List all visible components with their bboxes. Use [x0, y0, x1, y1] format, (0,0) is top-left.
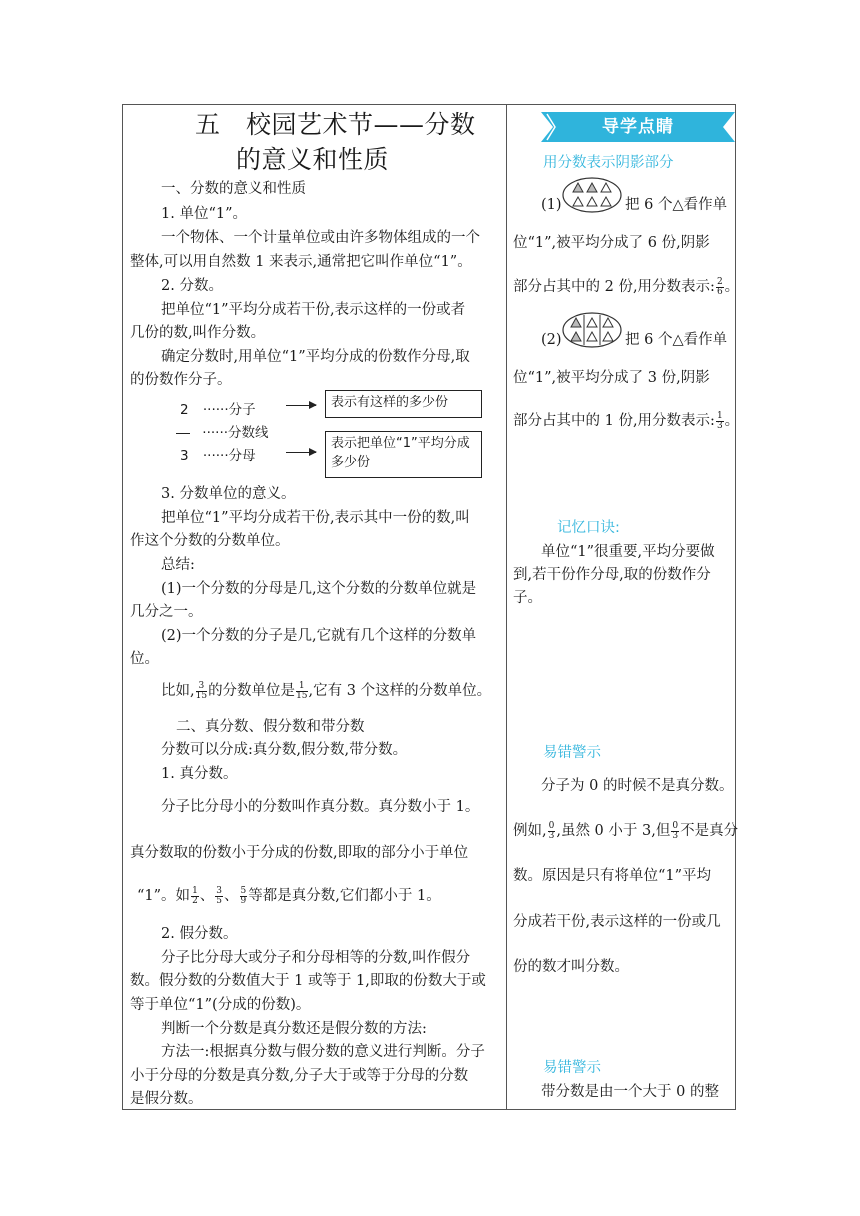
- diagram-denominator: [180, 444, 256, 464]
- diagram-fraction-bar: [176, 421, 269, 441]
- paragraph: 整体,可以用自然数 1 来表示,通常把它叫作单位“1”。: [130, 254, 472, 270]
- note-heading: 记忆口诀:: [557, 520, 620, 536]
- paragraph: 把单位“1”平均分成若干份,表示其中一份的数,叫: [161, 510, 470, 526]
- fraction: [716, 278, 724, 297]
- paragraph: 判断一个分数是真分数还是假分数的方法:: [161, 1021, 427, 1037]
- paragraph: 把单位“1”平均分成若干份,表示这样的一份或者: [161, 302, 466, 318]
- item-improper-fraction: 2. 假分数。: [161, 926, 238, 942]
- warning-heading: 易错警示: [543, 1060, 601, 1076]
- fraction: [296, 682, 307, 701]
- diagram-numerator-label: ······分子: [202, 402, 256, 418]
- paragraph: 子。: [513, 590, 542, 606]
- diagram-numerator: [180, 398, 256, 418]
- text: 比如,: [161, 683, 195, 699]
- paragraph: 是假分数。: [130, 1091, 203, 1107]
- paragraph: (2)一个分数的分子是几,它就有几个这样的分数单: [161, 628, 477, 644]
- paragraph: (1)一个分数的分母是几,这个分数的分数单位就是: [161, 581, 477, 597]
- fraction-numerator: 1: [716, 410, 723, 421]
- diagram-numerator-digit: 2: [180, 402, 189, 418]
- triangle-group-icon: [562, 176, 622, 214]
- paragraph: 数。原因是只有将单位“1”平均: [513, 868, 712, 884]
- fraction-denominator: 9: [240, 895, 247, 906]
- text: 。: [724, 413, 740, 429]
- paragraph: 分数可以分成:真分数,假分数,带分数。: [161, 742, 408, 758]
- paragraph: 作这个分数的分数单位。: [130, 533, 290, 549]
- fraction: [716, 412, 724, 431]
- banner-title: 导学点睛: [602, 117, 674, 137]
- answer-line: [513, 411, 739, 431]
- fraction-denominator: 3: [548, 830, 555, 841]
- diagram-box-numerator: 表示有这样的多少份: [325, 390, 482, 418]
- arrow-icon: [286, 405, 316, 406]
- fraction: [191, 887, 199, 906]
- text: 例如,: [513, 823, 547, 839]
- example-1-label: (1): [541, 197, 562, 213]
- fraction-numerator: 5: [240, 885, 247, 896]
- fraction-denominator: 15: [195, 690, 208, 701]
- fraction-numerator: 1: [296, 682, 307, 692]
- fraction-denominator: 2: [192, 895, 198, 906]
- note-heading: 用分数表示阴影部分: [543, 155, 674, 171]
- text: ,它有 3 个这样的分数单位。: [308, 683, 492, 699]
- paragraph: 位。: [130, 651, 159, 667]
- fraction-numerator: 0: [672, 820, 679, 831]
- paragraph: 到,若干份作分母,取的份数作分: [513, 567, 711, 583]
- separator: 、: [224, 888, 239, 904]
- paragraph: 单位“1”很重要,平均分要做: [541, 544, 715, 560]
- text: ,虽然 0 小于 3,但: [556, 823, 671, 839]
- column-divider: [506, 104, 507, 1110]
- paragraph: 方法一:根据真分数与假分数的意义进行判断。分子: [161, 1044, 485, 1060]
- fraction: [671, 822, 679, 841]
- paragraph: 分子比分母小的分数叫作真分数。真分数小于 1。: [161, 799, 480, 815]
- paragraph: 几分之一。: [130, 604, 203, 620]
- paragraph: 数。假分数的分数值大于 1 或等于 1,即取的份数大于或: [130, 973, 486, 989]
- fraction-numerator: 2: [716, 276, 723, 287]
- fraction-numerator: 1: [192, 885, 198, 896]
- fraction-denominator: 15: [296, 690, 308, 701]
- fraction-numerator: 0: [548, 820, 555, 831]
- paragraph: 分子比分母大或分子和分母相等的分数,叫作假分: [161, 950, 471, 966]
- fraction-denominator: 6: [716, 286, 723, 297]
- fraction-numerator: 3: [216, 885, 223, 896]
- triangle-group-icon: [562, 311, 622, 349]
- fraction-bar-mark: [176, 433, 190, 434]
- diagram-fraction-bar-label: ······分数线: [202, 425, 269, 441]
- paragraph: 份的数才叫分数。: [513, 959, 629, 975]
- paragraph: 位“1”,被平均分成了 6 份,阴影: [513, 235, 710, 251]
- fraction-denominator: 3: [672, 830, 679, 841]
- fraction-denominator: 5: [216, 895, 223, 906]
- fraction: [215, 887, 223, 906]
- paragraph: 等于单位“1”(分成的份数)。: [130, 997, 311, 1013]
- text: “1”。如: [137, 888, 191, 904]
- paragraph: 位“1”,被平均分成了 3 份,阴影: [513, 370, 710, 386]
- example-line: [161, 681, 491, 701]
- answer-line: [513, 277, 739, 297]
- text: 不是真分: [680, 823, 739, 839]
- diagram-denominator-label: ······分母: [202, 448, 256, 464]
- paragraph: 确定分数时,用单位“1”平均分成的份数作分母,取: [161, 349, 470, 365]
- text: 部分占其中的 1 份,用分数表示:: [513, 413, 715, 429]
- paragraph: 带分数是由一个大于 0 的整: [541, 1084, 719, 1100]
- fraction: [240, 887, 248, 906]
- example-line: [137, 886, 441, 906]
- paragraph: 几份的数,叫作分数。: [130, 325, 266, 341]
- fraction: [196, 682, 207, 701]
- example-2-label: (2): [541, 332, 562, 348]
- warning-heading: 易错警示: [543, 745, 601, 761]
- example-line: [513, 821, 738, 841]
- paragraph: 小于分母的分数是真分数,分子大于或等于分母的分数: [130, 1068, 469, 1084]
- text: 部分占其中的 2 份,用分数表示:: [513, 279, 715, 295]
- separator: 、: [199, 888, 215, 904]
- page-title-line1: 五 校园艺术节——分数: [195, 110, 476, 139]
- fraction-numerator: 3: [196, 682, 207, 692]
- arrow-icon: [286, 452, 316, 453]
- diagram-box-denominator: 表示把单位“1”平均分成多少份: [325, 431, 482, 478]
- text: 的分数单位是: [208, 683, 296, 699]
- text: 等都是真分数,它们都小于 1。: [248, 888, 441, 904]
- paragraph: 分成若干份,表示这样的一份或几: [513, 914, 721, 930]
- text: 。: [724, 279, 740, 295]
- item-proper-fraction: 1. 真分数。: [161, 766, 238, 782]
- diagram-denominator-digit: 3: [180, 448, 189, 464]
- paragraph: 把 6 个△看作单: [625, 197, 728, 213]
- paragraph: 的份数作分子。: [130, 372, 232, 388]
- paragraph: 把 6 个△看作单: [625, 332, 728, 348]
- paragraph: 一个物体、一个计量单位或由许多物体组成的一个: [161, 230, 480, 246]
- paragraph: 真分数取的份数小于分成的份数,即取的部分小于单位: [130, 845, 469, 861]
- item-unit-one: 1. 单位“1”。: [161, 206, 247, 222]
- section-heading-2: 二、真分数、假分数和带分数: [176, 719, 365, 735]
- fraction: [548, 822, 556, 841]
- fraction-denominator: 3: [716, 420, 723, 431]
- page-title-line2: 的意义和性质: [236, 145, 390, 174]
- item-fraction-unit: 3. 分数单位的意义。: [161, 486, 296, 502]
- item-fraction: 2. 分数。: [161, 278, 223, 294]
- section-heading-1: 一、分数的意义和性质: [161, 181, 306, 197]
- paragraph: 分子为 0 的时候不是真分数。: [541, 778, 734, 794]
- summary-label: 总结:: [161, 557, 195, 573]
